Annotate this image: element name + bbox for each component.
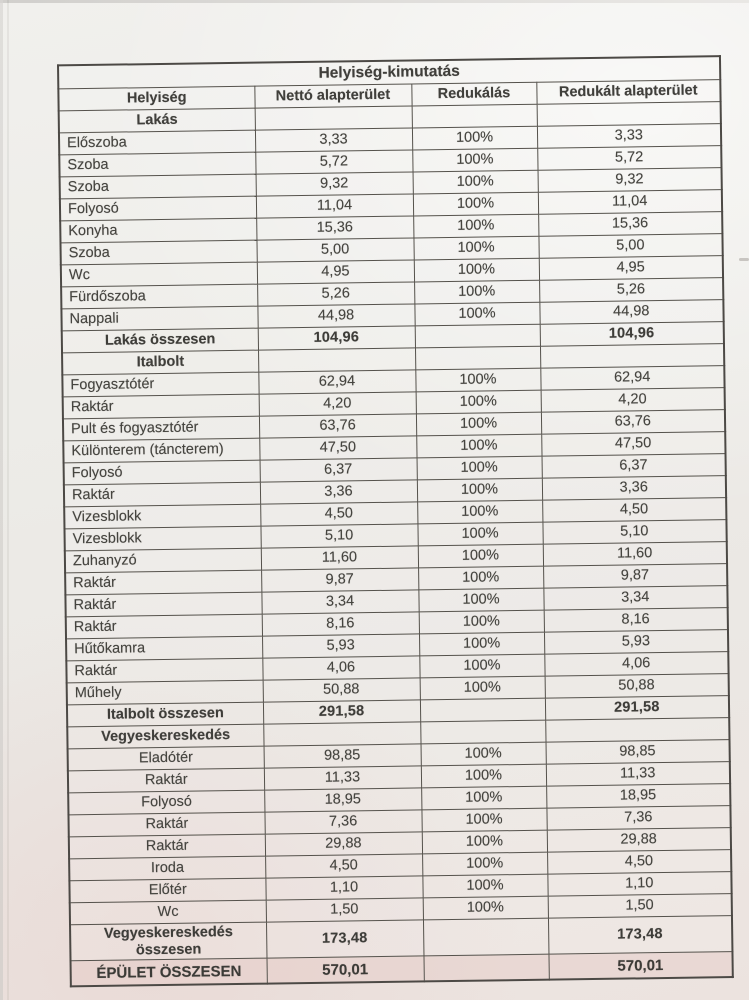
reduced-area-value: 1,50 [548,894,732,919]
reduction-value: 100% [415,368,540,392]
reduction-value: 100% [421,764,546,788]
reduction-value: 100% [421,742,546,766]
room-name: Raktár [64,482,260,507]
section-total-label: Lakás összesen [62,328,258,353]
empty-cell [420,720,545,744]
empty-cell [540,344,724,369]
grand-total-reduced: 570,01 [548,952,732,980]
reduction-value: 100% [418,588,543,612]
reduction-value: 100% [419,654,544,678]
reduction-value: 100% [413,214,538,238]
room-name: Vizesblokk [64,526,260,551]
reduced-area-value: 6,37 [542,454,726,479]
empty-cell [263,722,420,746]
net-area-value: 1,50 [266,898,423,922]
section-total-label: Vegyeskereskedés összesen [70,922,266,961]
section-total-net: 173,48 [266,920,423,959]
reduction-value: 100% [422,874,547,898]
reduced-area-value: 3,34 [543,586,727,611]
reduction-value: 100% [412,148,537,172]
reduction-value: 100% [419,610,544,634]
reduction-value: 100% [416,390,541,414]
net-area-value: 8,16 [262,612,419,636]
section-total-net: 291,58 [263,700,420,724]
room-name: Folyosó [60,196,256,221]
net-area-value: 3,36 [260,480,417,504]
room-name: Előszoba [59,130,255,155]
net-area-value: 63,76 [259,414,416,438]
reduction-value: 100% [414,258,539,282]
empty-cell [423,918,548,956]
net-area-value: 3,33 [255,128,412,152]
room-name: Műhely [67,680,263,705]
net-area-value: 3,34 [261,590,418,614]
net-area-value: 7,36 [264,810,421,834]
net-area-value: 9,87 [261,568,418,592]
reduction-value: 100% [421,786,546,810]
reduced-area-value: 3,33 [537,124,721,149]
room-name: Fürdőszoba [61,284,257,309]
net-area-value: 4,95 [257,260,414,284]
reduced-area-value: 3,36 [542,476,726,501]
room-name: Wc [70,900,266,925]
column-header-net-area: Nettó alapterület [254,84,411,108]
empty-cell [415,324,540,348]
reduction-value: 100% [419,632,544,656]
room-name: Zuhanyzó [65,548,261,573]
grand-total-label: ÉPÜLET ÖSSZESEN [71,958,267,986]
net-area-value: 18,95 [264,788,421,812]
net-area-value: 4,20 [259,392,416,416]
reduction-value: 100% [413,170,538,194]
reduction-value: 100% [414,280,539,304]
room-name: Raktár [68,768,264,793]
paper-smudge [739,258,749,261]
reduced-area-value: 4,20 [541,388,725,413]
room-name: Szoba [60,174,256,199]
net-area-value: 5,00 [256,238,413,262]
grand-total-net: 570,01 [267,956,424,984]
reduction-value: 100% [418,566,543,590]
reduced-area-value: 11,60 [543,542,727,567]
room-name: Raktár [65,592,261,617]
reduction-value: 100% [420,676,545,700]
reduction-value: 100% [414,302,539,326]
room-name: Szoba [60,240,256,265]
net-area-value: 11,60 [261,546,418,570]
reduction-value: 100% [416,412,541,436]
photo-top-edge [0,0,749,3]
reduced-area-value: 4,95 [539,256,723,281]
room-name: Hűtőkamra [66,636,262,661]
section-total-label: Italbolt összesen [67,702,263,727]
net-area-value: 15,36 [256,216,413,240]
reduction-value: 100% [416,434,541,458]
reduction-value: 100% [422,852,547,876]
net-area-value: 50,88 [263,678,420,702]
column-header-reduced-area: Redukált alapterület [536,80,720,105]
net-area-value: 11,33 [264,766,421,790]
reduced-area-value: 1,10 [547,872,731,897]
photo-left-edge [0,0,3,1000]
room-name: Raktár [68,812,264,837]
reduction-value: 100% [412,126,537,150]
reduced-area-value: 62,94 [540,366,724,391]
room-summary-table [57,55,734,988]
section-total-reduced: 104,96 [540,322,724,347]
table-title: Helyiség-kimutatás [58,56,720,89]
net-area-value: 4,50 [260,502,417,526]
empty-cell [255,106,412,130]
empty-cell [415,346,540,370]
room-name: Raktár [65,570,261,595]
net-area-value: 9,32 [256,172,413,196]
section-total-net: 104,96 [258,326,415,350]
section-total-reduced: 291,58 [545,696,729,721]
room-name: Előtér [69,878,265,903]
scanned-room-table [57,55,732,987]
room-name: Eladótér [68,746,264,771]
net-area-value: 62,94 [258,370,415,394]
room-name: Raktár [69,834,265,859]
room-name: Raktár [66,658,262,683]
room-name: Raktár [63,394,259,419]
room-name: Fogyasztótér [62,372,258,397]
room-name: Folyosó [64,460,260,485]
net-area-value: 5,26 [257,282,414,306]
reduction-value: 100% [417,478,542,502]
net-area-value: 4,06 [262,656,419,680]
net-area-value: 5,72 [255,150,412,174]
net-area-value: 98,85 [264,744,421,768]
section-name: Vegyeskereskedés [67,724,263,749]
room-name: Szoba [59,152,255,177]
reduction-value: 100% [413,236,538,260]
room-name: Pult és fogyasztótér [63,416,259,441]
reduced-area-value: 4,50 [542,498,726,523]
reduced-area-value: 5,26 [539,278,723,303]
reduction-value: 100% [423,896,548,920]
room-name: Különterem (táncterem) [63,438,259,463]
room-name: Folyosó [68,790,264,815]
reduced-area-value: 5,00 [538,234,722,259]
reduced-area-value: 63,76 [541,410,725,435]
section-name: Italbolt [62,350,258,375]
reduced-area-value: 29,88 [547,828,731,853]
net-area-value: 6,37 [260,458,417,482]
reduced-area-value: 98,85 [546,740,730,765]
empty-cell [537,102,721,127]
reduced-area-value: 18,95 [546,784,730,809]
room-name: Konyha [60,218,256,243]
net-area-value: 4,50 [265,854,422,878]
reduction-value: 100% [421,808,546,832]
section-name: Lakás [59,108,255,133]
net-area-value: 1,10 [265,876,422,900]
reduction-value: 100% [417,500,542,524]
room-name: Iroda [69,856,265,881]
column-header-room: Helyiség [58,86,254,111]
empty-cell [423,954,548,981]
reduced-area-value: 50,88 [545,674,729,699]
net-area-value: 11,04 [256,194,413,218]
reduced-area-value: 4,06 [544,652,728,677]
reduced-area-value: 47,50 [541,432,725,457]
net-area-value: 29,88 [265,832,422,856]
reduced-area-value: 7,36 [546,806,730,831]
reduced-area-value: 5,10 [542,520,726,545]
reduction-value: 100% [413,192,538,216]
reduction-value: 100% [422,830,547,854]
reduced-area-value: 8,16 [544,608,728,633]
reduction-value: 100% [418,544,543,568]
empty-cell [412,104,537,128]
net-area-value: 5,10 [260,524,417,548]
net-area-value: 47,50 [259,436,416,460]
reduced-area-value: 9,32 [538,168,722,193]
net-area-value: 44,98 [257,304,414,328]
paper-crease [7,0,9,1000]
reduction-value: 100% [417,522,542,546]
reduced-area-value: 4,50 [547,850,731,875]
reduction-value: 100% [417,456,542,480]
room-name: Vizesblokk [64,504,260,529]
room-name: Nappali [61,306,257,331]
reduced-area-value: 9,87 [543,564,727,589]
reduced-area-value: 15,36 [538,212,722,237]
reduced-area-value: 5,72 [537,146,721,171]
reduced-area-value: 11,33 [546,762,730,787]
section-total-reduced: 173,48 [548,916,733,955]
reduced-area-value: 11,04 [538,190,722,215]
empty-cell [258,348,415,372]
reduced-area-value: 44,98 [539,300,723,325]
reduced-area-value: 5,93 [544,630,728,655]
empty-cell [420,698,545,722]
room-name: Wc [61,262,257,287]
room-name: Raktár [66,614,262,639]
column-header-reduction: Redukálás [411,82,536,106]
empty-cell [545,718,729,743]
net-area-value: 5,93 [262,634,419,658]
